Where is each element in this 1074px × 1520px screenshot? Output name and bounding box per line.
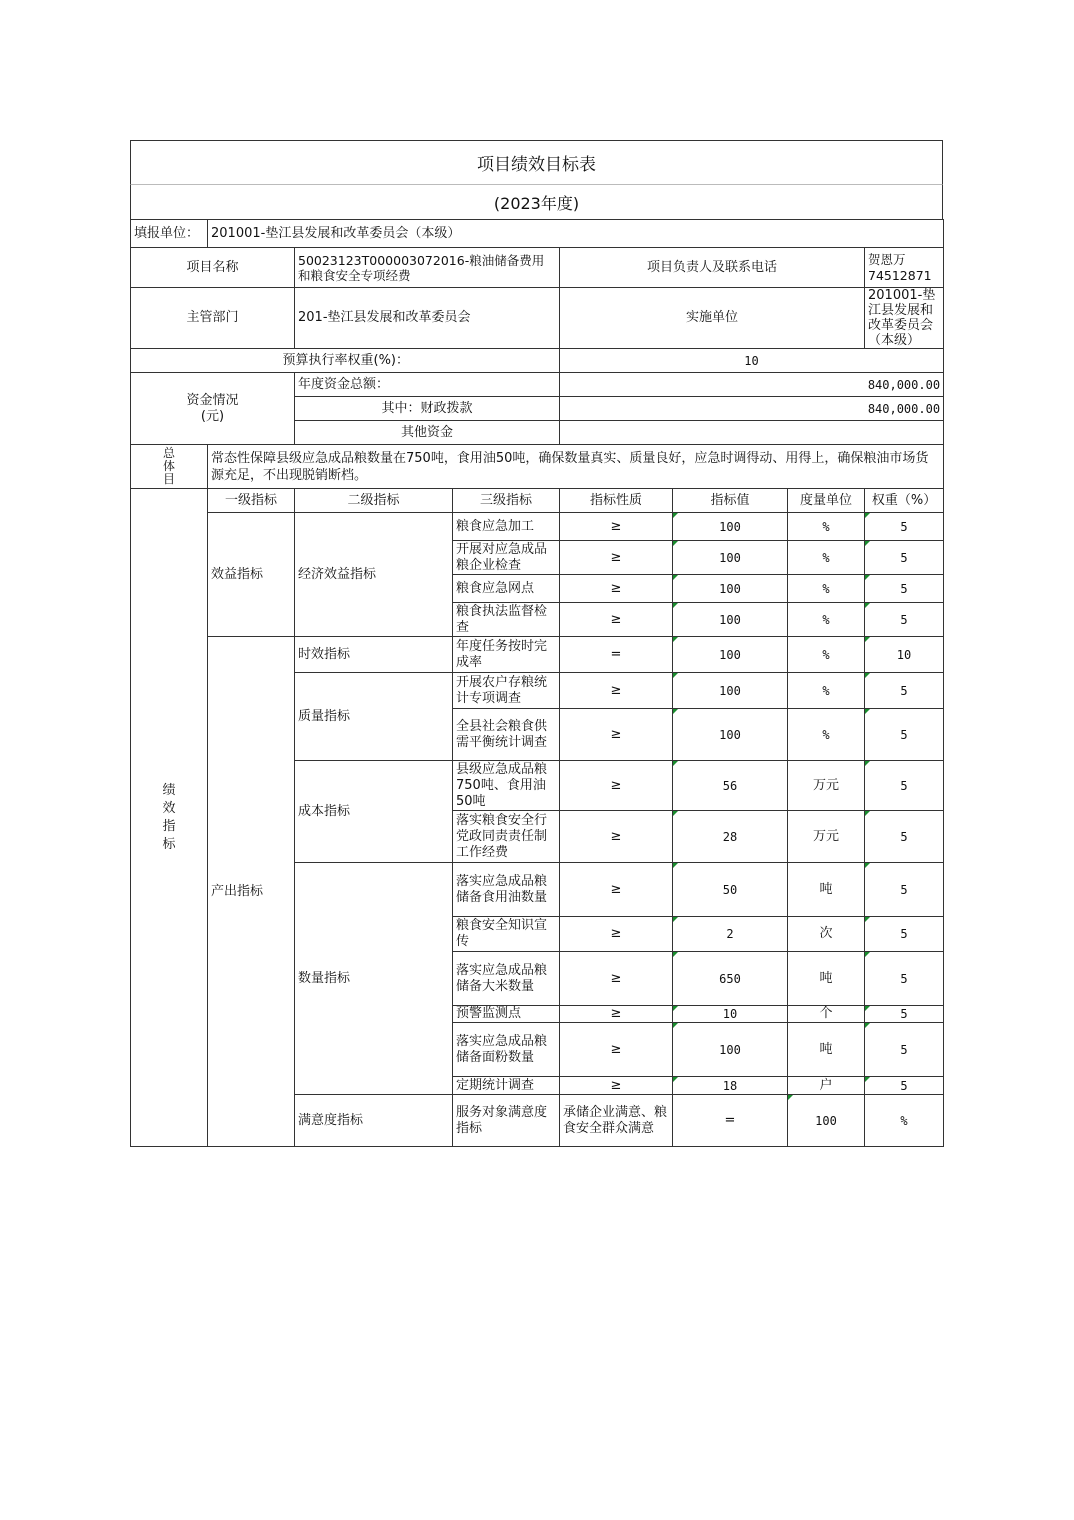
reporting-unit-value: 201001-垫江县发展和改革委员会（本级） bbox=[208, 220, 944, 248]
indicator-value: 100 bbox=[673, 575, 788, 603]
indicator-name: 粮食应急网点 bbox=[453, 575, 560, 603]
impl-unit-label: 实施单位 bbox=[560, 288, 865, 349]
indicator-weight: 5 bbox=[865, 673, 944, 709]
page-title: 项目绩效目标表 bbox=[130, 140, 943, 185]
indicator-value: 100 bbox=[673, 603, 788, 637]
funds-fiscal-label: 其中：财政拨款 bbox=[295, 397, 560, 421]
indicator-value: 100 bbox=[673, 709, 788, 761]
indicator-nature: ≥ bbox=[560, 1023, 673, 1077]
indicator-unit: 万元 bbox=[788, 811, 865, 863]
indicator-weight: 5 bbox=[865, 1077, 944, 1095]
overall-goal-text: 常态性保障县级应急成品粮数量在750吨，食用油50吨，确保数量真实、质量良好，应急时调得动、用得上，确保粮油市场货源充足，不出现脱销断档。 bbox=[208, 445, 944, 489]
indicator-unit: 户 bbox=[788, 1077, 865, 1095]
indicator-name: 粮食应急加工 bbox=[453, 513, 560, 541]
project-name-label: 项目名称 bbox=[131, 248, 295, 288]
indicator-nature: ≥ bbox=[560, 952, 673, 1006]
level1-benefit: 效益指标 bbox=[208, 513, 295, 637]
indicator-unit: % bbox=[788, 709, 865, 761]
indicator-value: 10 bbox=[673, 1006, 788, 1023]
indicator-value: 50 bbox=[673, 863, 788, 917]
indicator-weight: 5 bbox=[865, 709, 944, 761]
indicator-name: 承储企业满意、粮食安全群众满意 bbox=[560, 1095, 673, 1147]
indicator-value: 650 bbox=[673, 952, 788, 1006]
indicator-weight: 5 bbox=[865, 811, 944, 863]
indicator-weight: 5 bbox=[865, 761, 944, 811]
indicator-weight: 5 bbox=[865, 603, 944, 637]
indicator-unit: % bbox=[788, 575, 865, 603]
indicator-value: 100 bbox=[788, 1095, 865, 1147]
project-name-value: 50023123T000003072016-粮油储备费用和粮食安全专项经费 bbox=[295, 248, 560, 288]
indicator-name: 年度任务按时完成率 bbox=[453, 637, 560, 673]
indicator-weight: 5 bbox=[865, 1023, 944, 1077]
indicator-value: 56 bbox=[673, 761, 788, 811]
funds-total-value: 840,000.00 bbox=[560, 373, 944, 397]
performance-table bbox=[130, 219, 944, 1147]
indicator-nature: ≥ bbox=[560, 863, 673, 917]
level2-quality: 质量指标 bbox=[295, 673, 453, 761]
indicator-nature: ≥ bbox=[560, 575, 673, 603]
indicator-name: 县级应急成品粮750吨、食用油50吨 bbox=[453, 761, 560, 811]
indicator-weight: 5 bbox=[865, 513, 944, 541]
dept-label: 主管部门 bbox=[131, 288, 295, 349]
funds-other-label: 其他资金 bbox=[295, 421, 560, 445]
indicator-weight: 5 bbox=[865, 863, 944, 917]
indicator-name: 落实应急成品粮储备大米数量 bbox=[453, 952, 560, 1006]
indicator-unit: 次 bbox=[788, 917, 865, 952]
reporting-unit-label: 填报单位： bbox=[131, 220, 208, 248]
header-nature: 指标性质 bbox=[560, 489, 673, 513]
level1-satisfaction: 满意度指标 bbox=[295, 1095, 453, 1147]
indicator-unit: % bbox=[788, 673, 865, 709]
indicator-nature: ≥ bbox=[560, 1077, 673, 1095]
indicator-name: 粮食安全知识宣传 bbox=[453, 917, 560, 952]
indicator-unit: 吨 bbox=[788, 863, 865, 917]
indicator-nature: ≥ bbox=[560, 603, 673, 637]
budget-rate-label: 预算执行率权重(%)： bbox=[131, 349, 560, 373]
indicator-weight: 5 bbox=[865, 541, 944, 575]
indicator-unit: % bbox=[788, 541, 865, 575]
indicator-name: 开展农户存粮统计专项调查 bbox=[453, 673, 560, 709]
indicator-value: 100 bbox=[673, 541, 788, 575]
indicator-name: 定期统计调查 bbox=[453, 1077, 560, 1095]
level2-quantity: 数量指标 bbox=[295, 863, 453, 1095]
indicator-nature: ≥ bbox=[560, 917, 673, 952]
level1-output: 产出指标 bbox=[208, 637, 295, 1147]
indicator-value: 18 bbox=[673, 1077, 788, 1095]
funds-fiscal-value: 840,000.00 bbox=[560, 397, 944, 421]
funds-other-value bbox=[560, 421, 944, 445]
header-weight: 权重（%） bbox=[865, 489, 944, 513]
funds-total-label: 年度资金总额： bbox=[295, 373, 560, 397]
indicator-value: 2 bbox=[673, 917, 788, 952]
budget-rate-value: 10 bbox=[560, 349, 944, 373]
indicator-unit: 个 bbox=[788, 1006, 865, 1023]
indicator-unit: % bbox=[865, 1095, 944, 1147]
indicator-name: 开展对应急成品粮企业检查 bbox=[453, 541, 560, 575]
indicator-name: 预警监测点 bbox=[453, 1006, 560, 1023]
indicator-value: 100 bbox=[673, 673, 788, 709]
overall-goal-label: 总 体 目 bbox=[131, 445, 208, 489]
indicator-nature: ≥ bbox=[560, 761, 673, 811]
level2-timeliness: 时效指标 bbox=[295, 637, 453, 673]
indicator-nature: ≥ bbox=[560, 811, 673, 863]
header-value: 指标值 bbox=[673, 489, 788, 513]
indicator-weight: 10 bbox=[865, 637, 944, 673]
indicator-name: 全县社会粮食供需平衡统计调查 bbox=[453, 709, 560, 761]
indicator-nature: ≥ bbox=[560, 673, 673, 709]
level2-cost: 成本指标 bbox=[295, 761, 453, 863]
indicator-nature: ≥ bbox=[560, 709, 673, 761]
header-level2: 二级指标 bbox=[295, 489, 453, 513]
indicators-section-label: 绩 效 指 标 bbox=[131, 489, 208, 1147]
indicator-unit: 吨 bbox=[788, 1023, 865, 1077]
indicator-unit: 吨 bbox=[788, 952, 865, 1006]
dept-value: 201-垫江县发展和改革委员会 bbox=[295, 288, 560, 349]
indicator-nature: ≥ bbox=[560, 541, 673, 575]
performance-target-sheet bbox=[130, 140, 943, 1147]
indicator-nature: = bbox=[560, 637, 673, 673]
project-contact-label: 项目负责人及联系电话 bbox=[560, 248, 865, 288]
indicator-unit: 万元 bbox=[788, 761, 865, 811]
indicator-name: 落实应急成品粮储备食用油数量 bbox=[453, 863, 560, 917]
indicator-value: 100 bbox=[673, 513, 788, 541]
indicator-nature: ≥ bbox=[560, 513, 673, 541]
indicator-weight: 5 bbox=[865, 917, 944, 952]
indicator-weight: 5 bbox=[865, 575, 944, 603]
indicator-value: 100 bbox=[673, 1023, 788, 1077]
impl-unit-value: 201001-垫江县发展和改革委员会（本级） bbox=[865, 288, 944, 349]
indicator-weight: 5 bbox=[865, 952, 944, 1006]
indicator-name: 粮食执法监督检查 bbox=[453, 603, 560, 637]
level2-service-satisfaction: 服务对象满意度指标 bbox=[453, 1095, 560, 1147]
funds-label: 资金情况 (元) bbox=[131, 373, 295, 445]
header-level1: 一级指标 bbox=[208, 489, 295, 513]
indicator-nature: = bbox=[673, 1095, 788, 1147]
indicator-nature: ≥ bbox=[560, 1006, 673, 1023]
indicator-unit: % bbox=[788, 513, 865, 541]
indicator-value: 100 bbox=[673, 637, 788, 673]
indicator-value: 28 bbox=[673, 811, 788, 863]
page-subtitle: (2023年度) bbox=[130, 185, 943, 219]
project-contact-value: 贺恩万74512871 bbox=[865, 248, 944, 288]
header-unit: 度量单位 bbox=[788, 489, 865, 513]
header-level3: 三级指标 bbox=[453, 489, 560, 513]
level2-economic: 经济效益指标 bbox=[295, 513, 453, 637]
indicator-name: 落实应急成品粮储备面粉数量 bbox=[453, 1023, 560, 1077]
indicator-unit: % bbox=[788, 637, 865, 673]
indicator-weight: 5 bbox=[865, 1006, 944, 1023]
indicator-unit: % bbox=[788, 603, 865, 637]
indicator-name: 落实粮食安全行党政同责责任制工作经费 bbox=[453, 811, 560, 863]
